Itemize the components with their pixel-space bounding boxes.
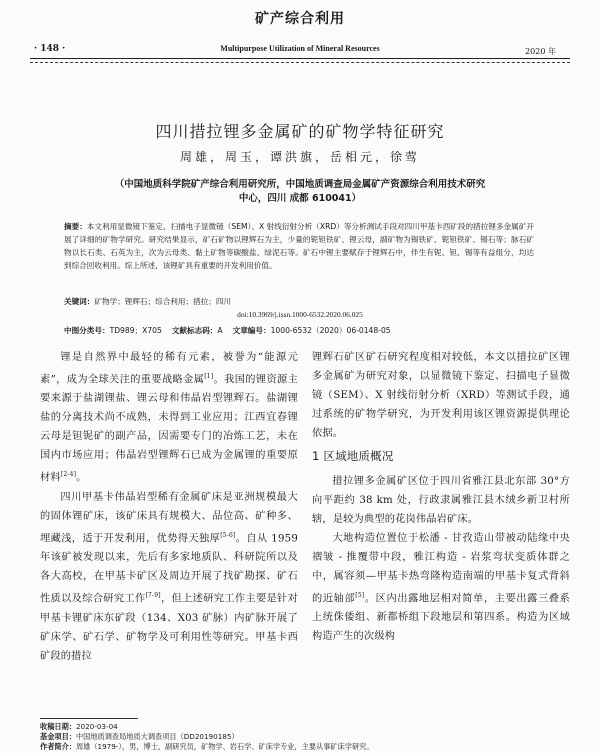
author-affiliation — [80, 178, 520, 206]
paragraph-text: 大地构造位置位于松潘 - 甘孜造山带被动陆缘中央褶皱 - 推覆带中段，雅江构造 - 岩浆弯状变质体群之中，属容须—甲基卡热弯隆构造南端的甲基卡复式背斜的近轴部 — [312, 533, 570, 605]
article-authors: 周雄，周玉，谭洪旗，岳相元，徐莺 — [179, 150, 420, 164]
abstract — [64, 220, 534, 272]
citation: [2-4] — [60, 471, 77, 479]
footnote-label: 基金项目： — [40, 732, 76, 741]
footnotes — [40, 722, 580, 752]
body-paragraph — [312, 529, 570, 646]
footnote-label: 收稿日期： — [40, 722, 76, 731]
doi: doi:10.3969/j.issn.1000-6532.2020.06.025 — [237, 310, 363, 319]
footnote-label: 作者简介： — [40, 742, 76, 751]
abstract-text: 本文利用显微镜下鉴定、扫描电子显微镜（SEM）、X 射线衍射分析（XRD）等分析测试手段对四川甲基卡西矿段的措拉锂多金属矿开展了详细的矿物学研究。研究结果显示，矿石矿物以锂辉石为主，少量的铌钽铁矿、锂云母，副矿物为锡铁矿、铌钽铁矿、锡石等；脉石矿物以长石类、石英为主，次为云母类、黏土矿物等碳酸盐、绿泥石等。矿石中锂主要赋存于锂辉石中，伴生有铌、钽、锡等有益组分，均达到综合回收利用。综上所述，该锂矿具有重要的开发利用价值。 — [64, 222, 534, 270]
header-dashed-rule — [30, 62, 570, 63]
body-right-column — [312, 348, 570, 646]
article-no-value: 1000-6532（2020）06-0148-05 — [270, 326, 391, 335]
paragraph-text: 四川甲基卡伟晶岩型稀有金属矿床是亚洲规模最大的固体锂矿床，该矿床具有规模大、品位高、矿种多、埋藏浅，适于开发利用，优势得天独厚 — [40, 491, 298, 545]
footnote-received — [40, 722, 580, 732]
journal-english-name: Multipurpose Utilization of Mineral Resources — [220, 44, 380, 53]
paragraph-text: 。自从 1959 年该矿被发现以来，先后有多家地质队、科研院所以及各大高校，在甲基卡矿区及周边开展了找矿勘探、矿石性质以及综合研究工作 — [40, 533, 298, 605]
header-rule — [30, 58, 570, 59]
citation: [5] — [355, 592, 365, 599]
page-number: · 148 · — [34, 44, 66, 54]
paragraph-text: ，但上述研究工作主要是针对甲基卡锂矿床东矿段（134、X03 矿脉）内矿脉开展了矿床学、矿石学、矿物学及可利用性等研究。甲基卡西矿段的措拉 — [40, 593, 298, 662]
classification-line — [64, 325, 544, 336]
paragraph-text: 锂是自然界中最轻的稀有元素，被誉为“能源元素”，成为全球关注的重要战略金属 — [40, 352, 298, 386]
paragraph-text: 。 — [76, 472, 87, 484]
article-title: 四川措拉锂多金属矿的矿物学特征研究 — [155, 122, 445, 141]
journal-name: 矿产综合利用 — [255, 11, 345, 27]
body-paragraph: 措拉锂多金属矿区位于四川省雅江县北东部 30°方向平距约 38 km 处，行政隶属雅江县木绒乡新卫村所辖，是较为典型的花岗伟晶岩矿床。 — [312, 476, 570, 525]
body-left-column — [40, 348, 298, 666]
keywords-label: 关键词： — [64, 297, 95, 306]
keywords — [64, 296, 534, 307]
doc-code-value: A — [217, 326, 223, 335]
footnote-author — [40, 742, 580, 752]
article-no-label: 文章编号： — [232, 326, 271, 335]
footnote-value: 周雄（1979-），男，博士，副研究员，矿物学、岩石学、矿床学专业，主要从事矿床学研究。 — [75, 742, 374, 751]
citation: [5-6] — [220, 531, 236, 539]
affiliation-line-2: 中心，四川 成都 610041） — [238, 193, 362, 204]
class-label: 中图分类号： — [64, 326, 110, 335]
abstract-label: 摘要： — [64, 222, 87, 231]
section-heading: 1 区域地质概况 — [312, 449, 394, 463]
paragraph-text: 。区内出露地层相对简单，主要出露三叠系上统侏倭组、新都桥组下段地层和第四系。构造为区域构造产生的次级构 — [312, 593, 570, 643]
footnote-rule — [40, 718, 138, 719]
citation: [1] — [204, 373, 214, 380]
class-value: TD989；X705 — [109, 326, 162, 335]
citation: [7-9] — [145, 592, 161, 600]
footnote-value: 中国地质调查局地质大调查项目（DD20190185） — [75, 732, 239, 741]
footnote-value: 2020-03-04 — [75, 722, 118, 731]
affiliation-line-1: （中国地质科学院矿产综合利用研究所，中国地质调查局金属矿产资源综合利用技术研究 — [114, 179, 486, 190]
doc-code-label: 文献标志码： — [171, 326, 218, 335]
issue-year: 2020 年 — [525, 47, 556, 56]
body-paragraph: 锂辉石矿区矿石研究程度相对较低，本文以措拉矿区锂多金属矿为研究对象，以显微镜下鉴定、扫描电子显微镜（SEM）、X 射线衍射分析（XRD）等测试手段，通过系统的矿物学研究，为开发利用该区锂资源提供理论依据。 — [312, 352, 570, 439]
keywords-text: 矿物学；锂辉石；综合利用；措拉；四川 — [94, 297, 232, 306]
body-paragraph — [40, 348, 298, 488]
body-paragraph — [40, 488, 298, 666]
footnote-fund — [40, 732, 580, 742]
paragraph-text: 。我国的锂资源主要来源于盐湖锂盐、锂云母和伟晶岩型锂辉石。盐湖锂盐的分离技术尚不成熟，未得到工业应用；江西宜春锂云母是钽铌矿的副产品，因需要专门的冶炼工艺，未在国内市场应用；伟晶岩型锂辉石已成为金属锂的重要原材料 — [40, 374, 298, 484]
